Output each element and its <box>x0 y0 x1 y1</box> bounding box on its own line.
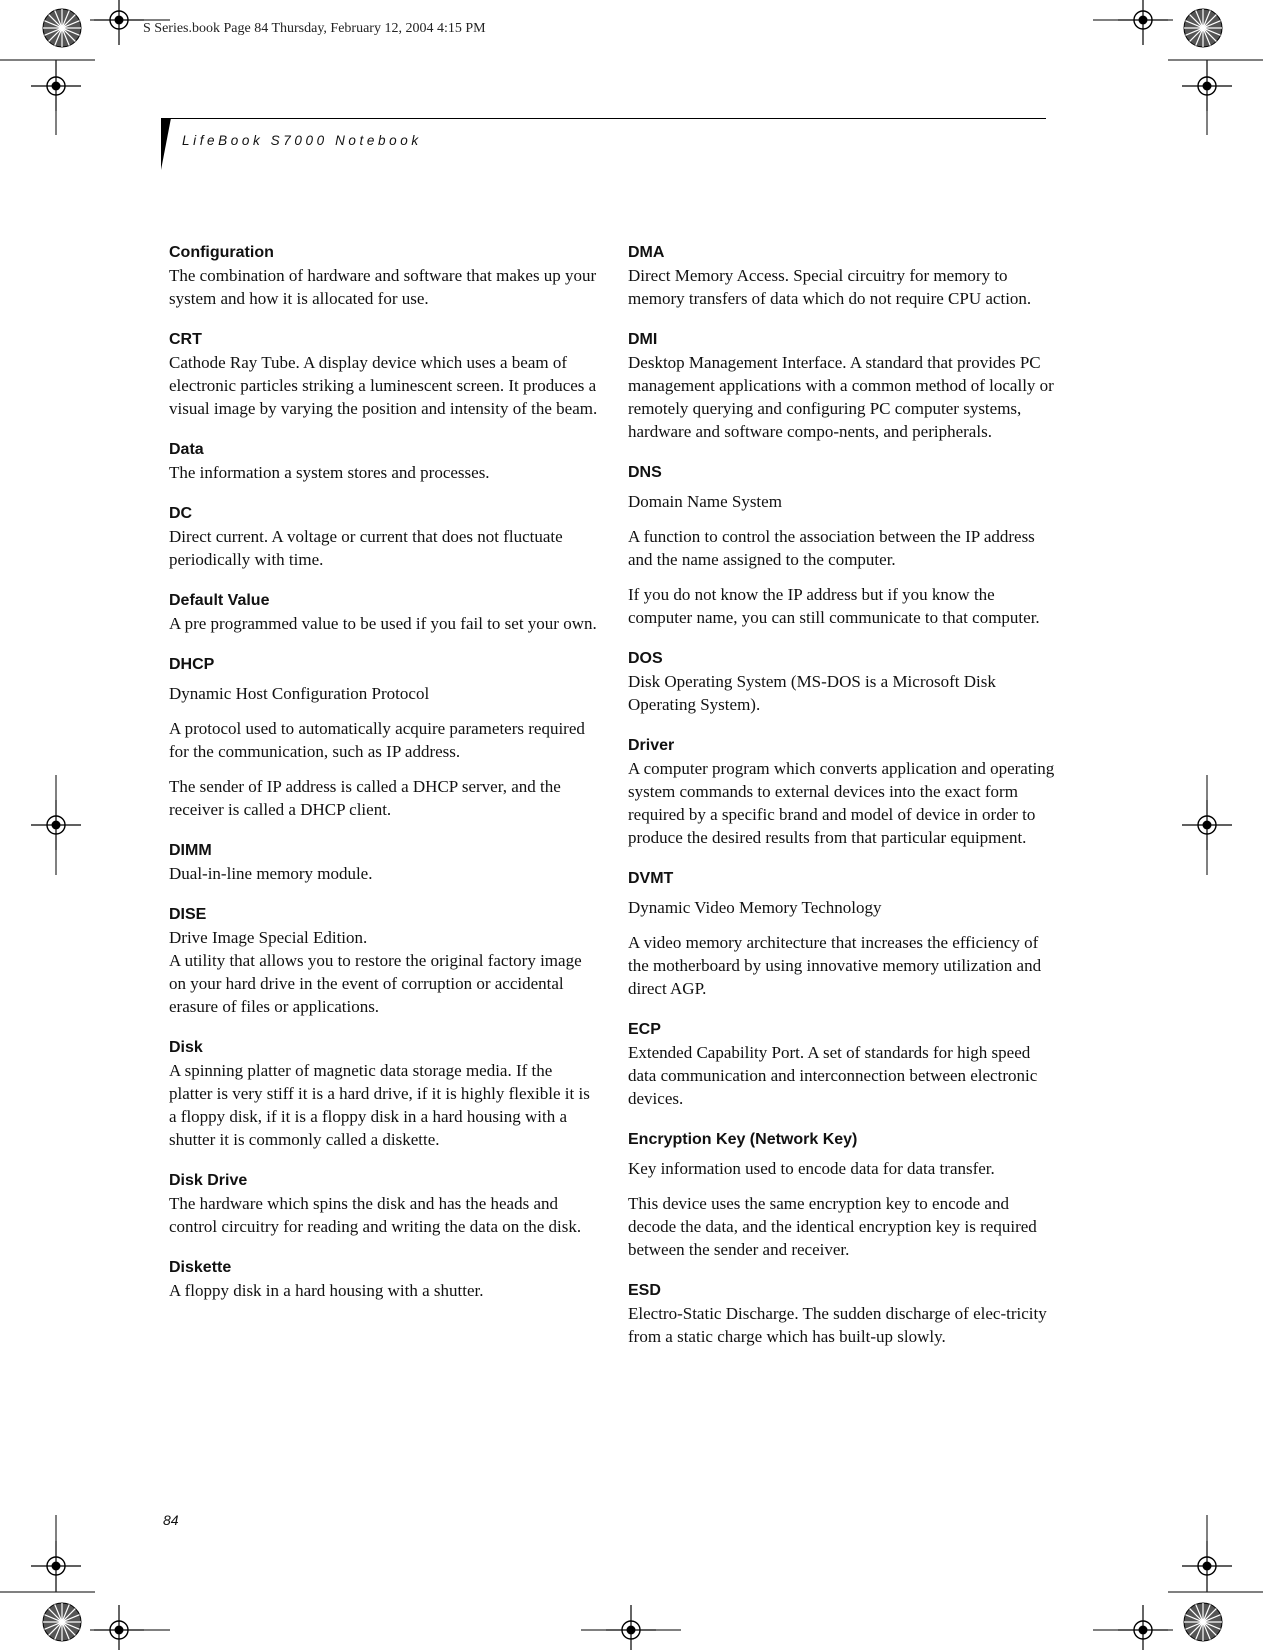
definition: Dynamic Host Configuration Protocol <box>169 684 430 703</box>
starburst-icon <box>43 1603 81 1641</box>
term: DOS <box>628 650 663 667</box>
definition: A video memory architecture that increases the efficiency of the motherboard by using innovative memory utilization and direct AGP. <box>628 933 1042 998</box>
definition: A pre programmed value to be used if you fail to set your own. <box>169 614 597 633</box>
definition: Drive Image Special Edition. A utility that allows you to restore the original factory image on your hard drive in the event of corruption or accidental erasure of files or applications. <box>169 928 582 1016</box>
definition: Desktop Management Interface. A standard that provides PC management applications with a common method of locally or remotely querying and configuring PC computer systems, hardware and software compo-nents, and peripherals. <box>628 353 1054 441</box>
term: CRT <box>169 331 202 348</box>
definition: A spinning platter of magnetic data storage media. If the platter is very stiff it is a hard drive, if it is highly flexible it is a floppy disk, if it is a floppy disk in a hard housing with a shutter it is commonly called a diskette. <box>169 1061 590 1149</box>
definition: A floppy disk in a hard housing with a shutter. <box>169 1281 484 1300</box>
registration-target-icon <box>94 1605 144 1650</box>
starburst-icon <box>1184 1603 1222 1641</box>
term: DISE <box>169 906 207 923</box>
definition: Key information used to encode data for data transfer. <box>628 1159 995 1178</box>
registration-target-icon <box>94 0 144 45</box>
term: Disk <box>169 1039 203 1056</box>
registration-target-icon <box>1118 1605 1168 1650</box>
definition: The combination of hardware and software that makes up your system and how it is allocated for use. <box>169 266 597 308</box>
term: Default Value <box>169 592 270 609</box>
term: Diskette <box>169 1259 232 1276</box>
definition: This device uses the same encryption key to encode and decode the data, and the identical encryption key is required between the sender and receiver. <box>628 1194 1037 1259</box>
term: Encryption Key (Network Key) <box>628 1131 858 1148</box>
definition: A computer program which converts application and operating system commands to external devices into the exact form required by a specific brand and model of device in order to produce the desired results from that particular equipment. <box>628 759 1055 847</box>
definition: Dual-in-line memory module. <box>169 864 373 883</box>
definition: A protocol used to automatically acquire parameters required for the communication, such as IP address. <box>169 719 585 761</box>
term: DHCP <box>169 656 215 673</box>
term: DIMM <box>169 842 212 859</box>
definition: Direct Memory Access. Special circuitry for memory to memory transfers of data which do not require CPU action. <box>628 266 1032 308</box>
term: Disk Drive <box>169 1172 248 1189</box>
term: DMI <box>628 331 658 348</box>
term: DVMT <box>628 870 674 887</box>
definition: Electro-Static Discharge. The sudden discharge of elec-tricity from a static charge which has built-up slowly. <box>628 1304 1047 1346</box>
term: Configuration <box>169 244 274 261</box>
definition: Disk Operating System (MS-DOS is a Microsoft Disk Operating System). <box>628 672 996 714</box>
definition: Domain Name System <box>628 492 782 511</box>
registration-target-icon <box>1118 0 1168 45</box>
print-info: S Series.book Page 84 Thursday, February 12, 2004 4:15 PM <box>143 21 486 36</box>
definition: The sender of IP address is called a DHCP server, and the receiver is called a DHCP client. <box>169 777 561 819</box>
definition: A function to control the association between the IP address and the name assigned to the computer. <box>628 527 1035 569</box>
definition: Dynamic Video Memory Technology <box>628 898 882 917</box>
definition: Extended Capability Port. A set of standards for high speed data communication and interconnection between electronic devices. <box>628 1043 1038 1108</box>
term: DNS <box>628 464 662 481</box>
definition: Cathode Ray Tube. A display device which uses a beam of electronic particles striking a luminescent screen. It produces a visual image by varying the position and intensity of the beam. <box>169 353 598 418</box>
term: DC <box>169 505 193 522</box>
crop-lines <box>0 20 1263 1630</box>
definition: Direct current. A voltage or current that does not fluctuate periodically with time. <box>169 527 563 569</box>
running-header: LifeBook S7000 Notebook <box>182 133 422 148</box>
starburst-icon <box>1184 9 1222 47</box>
definition: The information a system stores and processes. <box>169 463 490 482</box>
term: DMA <box>628 244 665 261</box>
page-number: 84 <box>163 1512 179 1528</box>
starburst-icon <box>43 9 81 47</box>
term: ECP <box>628 1021 661 1038</box>
term: Data <box>169 441 204 458</box>
definition: The hardware which spins the disk and has the heads and control circuitry for reading and writing the data on the disk. <box>169 1194 582 1236</box>
term: ESD <box>628 1282 661 1299</box>
term: Driver <box>628 737 675 754</box>
definition: If you do not know the IP address but if you know the computer name, you can still communicate to that computer. <box>628 585 1040 627</box>
registration-target-icon <box>606 1605 656 1650</box>
